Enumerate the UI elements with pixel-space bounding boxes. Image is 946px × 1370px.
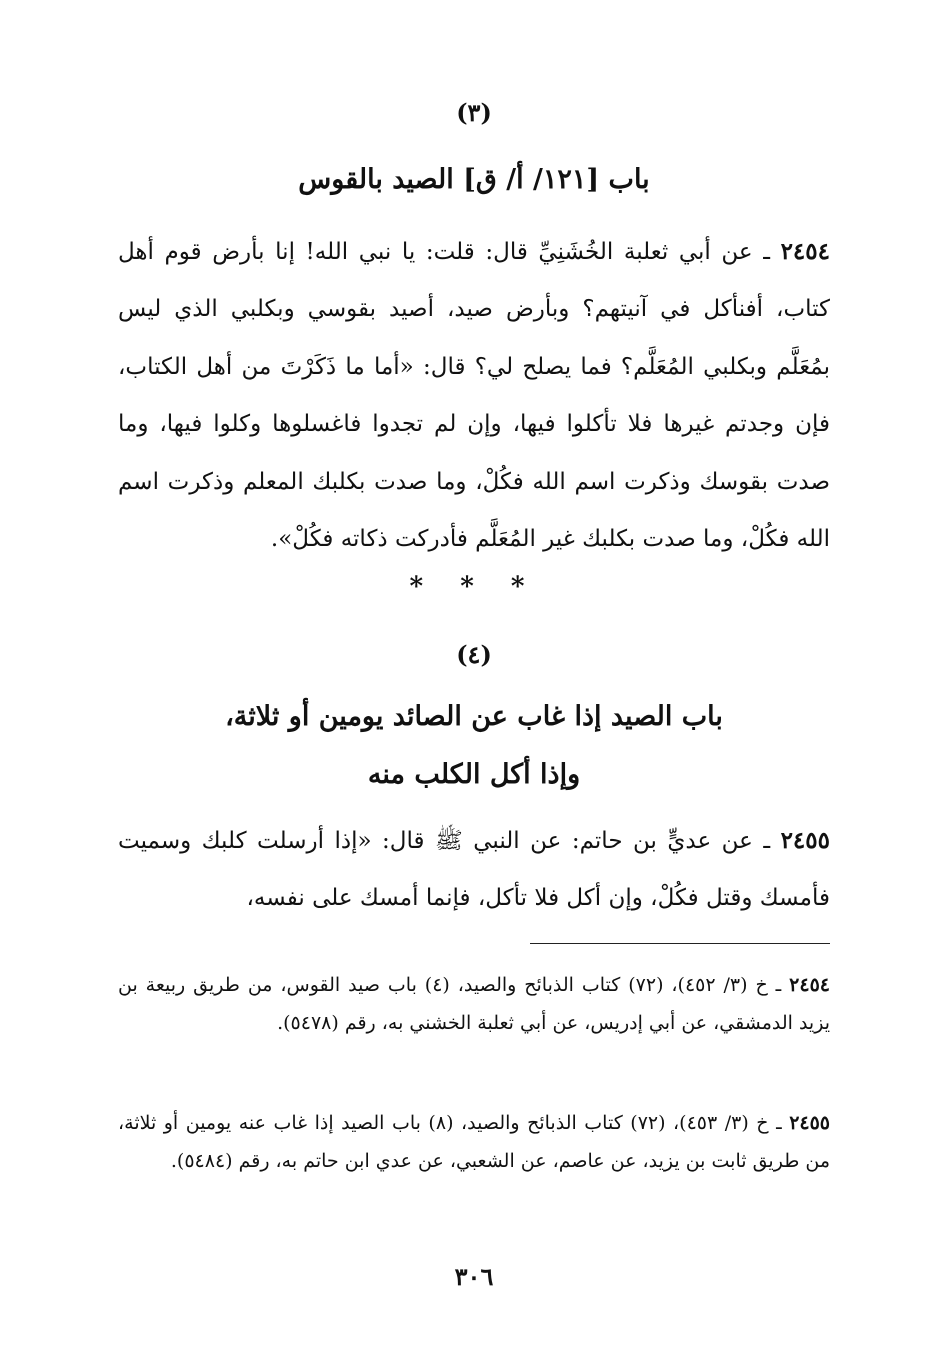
hadith-text: ـ عن أبي ثعلبة الخُشَنِيِّ قال: قلت: يا نبي الله! إنا بأرض قوم أهل كتاب، أفنأكل في آنيتهم؟ وبأرض صيد، أصيد بقوسي وبكلبي الذي ليس بمُعَلَّم وبكلبي المُعَلَّم؟ فما يصلح لي؟ قال: «أما ما ذَكَرْتَ من أهل الكتاب، فإن وجدتم غيرها فلا تأكلوا فيها، وإن لم تجدوا فاغسلوها وكلوا فيها، وما صدت بقوسك وذكرت اسم الله فكُلْ، وما صدت بكلبك المعلم وذكرت اسم الله فكُلْ، وما صدت بكلبك غير المُعَلَّم فأدركت ذكاته فكُلْ».	[118, 239, 830, 553]
section-title-4-line2: وإذا أكل الكلب منه	[367, 759, 581, 790]
section-separator: * * *	[409, 572, 539, 602]
hadith-2454	[118, 223, 830, 568]
hadith-2455	[118, 812, 830, 928]
section-number-4: (٤)	[456, 640, 492, 669]
hadith-number: ٢٤٥٥	[780, 827, 830, 854]
hadith-text: ـ عن عديٍّ بن حاتم: عن النبي ﷺ قال: «إذا أرسلت كلبك وسميت فأمسك وقتل فكُلْ، وإن أكل فلا تأكل، فإنما أمسك على نفسه،	[118, 828, 830, 912]
footnote-text: ـ خ (٣/ ٤٥٣)، (٧٢) كتاب الذبائح والصيد، (٨) باب الصيد إذا غاب عنه يومين أو ثلاثة، من طريق ثابت بن يزيد، عن عاصم، عن الشعبي، عن عدي ابن حاتم به، رقم (٥٤٨٤).	[118, 1112, 830, 1172]
section-title-3: باب [١٢١/ أ/ ق] الصيد بالقوس	[298, 164, 650, 195]
footnote-number: ٢٤٥٥	[789, 1112, 831, 1134]
section-title-4-line1: باب الصيد إذا غاب عن الصائد يومين أو ثلاثة،	[225, 701, 723, 732]
footnote-2455	[118, 1104, 830, 1180]
footnote-divider	[530, 943, 830, 944]
book-page	[118, 0, 830, 1370]
section-number-3: (٣)	[456, 98, 492, 127]
hadith-number: ٢٤٥٤	[780, 238, 830, 265]
footnote-2454	[118, 966, 830, 1042]
page-number: ٣٠٦	[454, 1262, 494, 1291]
footnote-text: ـ خ (٣/ ٤٥٢)، (٧٢) كتاب الذبائح والصيد، (٤) باب صيد القوس، من طريق ربيعة بن يزيد الدمشقي، عن أبي إدريس، عن أبي ثعلبة الخشني به، رقم (٥٤٧٨).	[118, 974, 830, 1034]
footnote-number: ٢٤٥٤	[789, 974, 830, 996]
